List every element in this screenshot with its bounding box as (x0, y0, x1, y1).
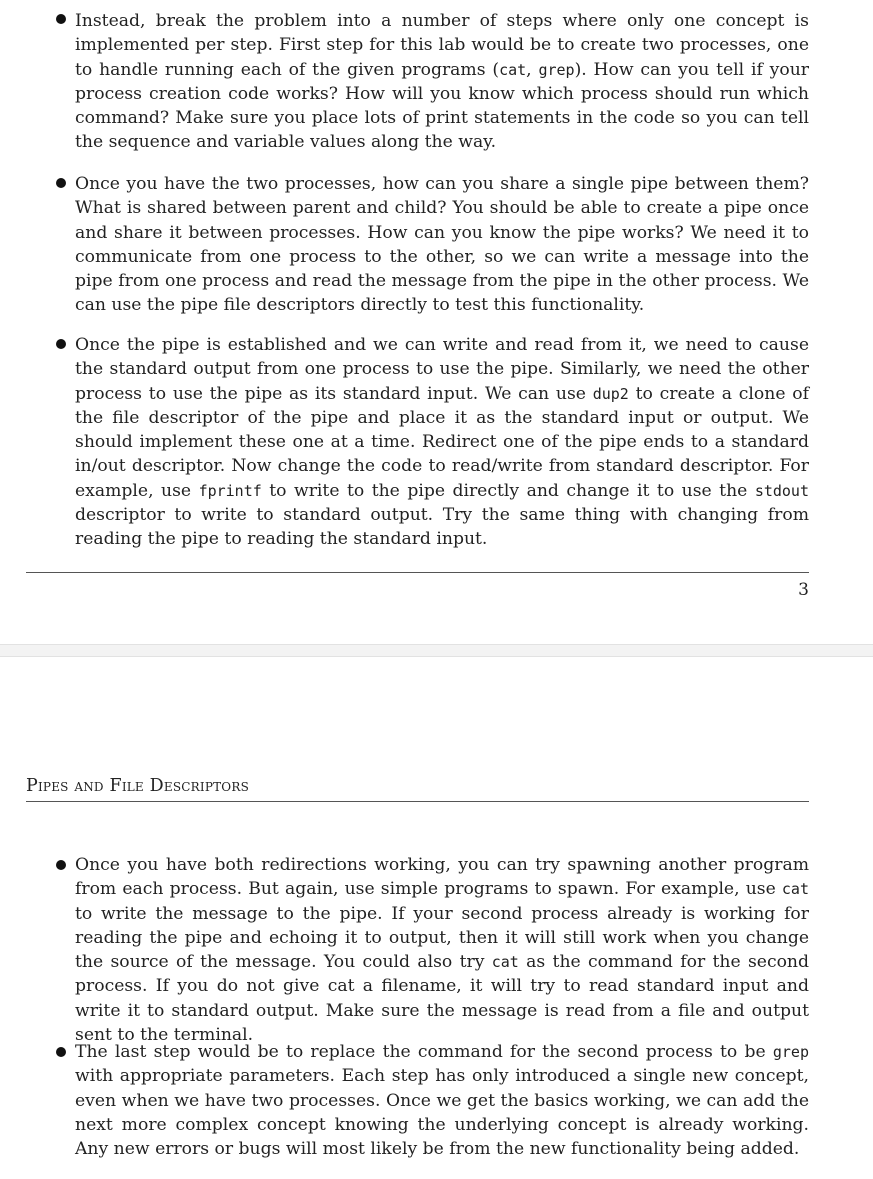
bullet-dot (56, 339, 66, 349)
code-grep: grep (538, 60, 575, 79)
code-cat: cat (491, 953, 519, 972)
code-stdout: stdout (754, 481, 809, 500)
code-dup2: dup2 (592, 384, 629, 403)
bullet-dot (56, 178, 66, 188)
running-header-title: Pipes and File Descriptors (26, 776, 249, 796)
header-rule (26, 801, 809, 802)
bullet-dot (56, 1047, 66, 1057)
code-grep: grep (772, 1043, 809, 1061)
bullet-dot (56, 860, 66, 870)
step-item-spawn: Once you have both redirections working, you can try spawning another program from each process. But again, use simple programs to spawn. For example, use cat to write the message to the pipe. If your second process already is working for reading the pipe and echoing it to output, then it will still work when you change the source of the message. You could also try cat as the command for the second process. If you do not give cat a filename, it will try to read standard input and write it to standard output. Make sure the message is read from a file and output sent to the terminal. (75, 855, 809, 1046)
page-4 (0, 657, 873, 1179)
page-separator (0, 644, 873, 657)
code-cat: cat (499, 60, 527, 79)
step-item-grep: The last step would be to replace the command for the second process to be grep with appropriate parameters. Each step has only introduced a single new concept, even when we have two processes. Once we get the basics working, we can add the next more complex concept knowing the underlying concept is already working. Any new errors or bugs will most likely be from the new functionality being added. (75, 1042, 809, 1160)
footer-rule (26, 572, 809, 573)
page-number: 3 (798, 580, 809, 600)
step-item-redirect: Once the pipe is established and we can write and read from it, we need to cause the standard output from one process to use the pipe. Similarly, we need the other process to use the pipe as its standard input. We can use dup2 to create a clone of the file descriptor of the pipe and place it as the standard input or output. We should implement these one at a time. Redirect one of the pipe ends to a standard in/out descriptor. Now change the code to read/write from standard descriptor. For example, use fprintf to write to the pipe directly and change it to use the stdout descriptor to write to standard output. Try the same thing with changing from reading the pipe to reading the standard input. (75, 335, 809, 550)
step-item-share-pipe: Once you have the two processes, how can you share a single pipe between them? What is shared between parent and child? You should be able to create a pipe once and share it between processes. How can you know the pipe works? We need it to communicate from one process to the other, so we can write a message into the pipe from one process and read the message from the pipe in the other process. We can use the pipe file descriptors directly to test this functionality. (75, 174, 809, 316)
code-fprintf: fprintf (198, 481, 262, 500)
bullet-dot (56, 14, 66, 24)
step-item-processes: Instead, break the problem into a number of steps where only one concept is implemented per step. First step for this lab would be to create two processes, one to handle running each of the given programs (cat, grep). How can you tell if your process creation code works? How will you know which process should run which command? Make sure you place lots of print statements in the code so you can tell the sequence and variable values along the way. (75, 11, 810, 153)
code-cat: cat (781, 880, 809, 899)
